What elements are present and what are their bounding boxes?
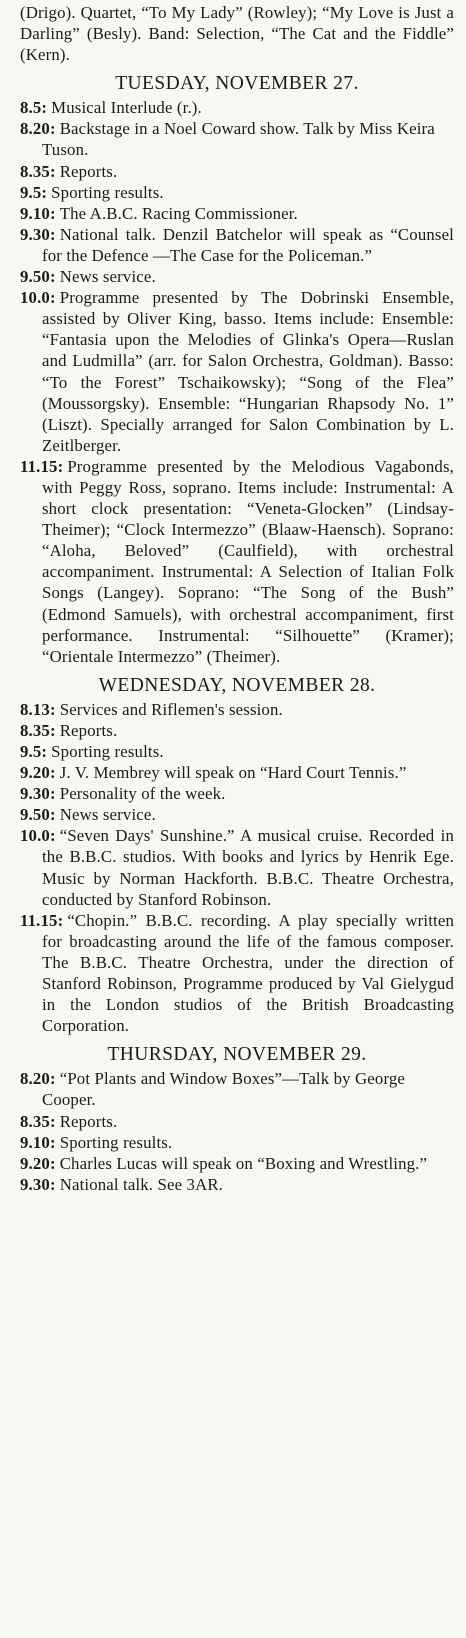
day-section bbox=[20, 1042, 454, 1195]
entry-text: Programme presented by The Dobrinski Ensemble, assisted by Oliver King, basso. Items include: Ensemble: “Fantasia upon the Melodies of Glinka's Opera—Ruslan and Ludmilla” (arr. for Salon Orchestra, Goldman). Basso: “To the Forest” Tschaikowsky); “Song of the Flea” (Moussorgsky). Ensemble: “Hungarian Rhapsody No. 1” (Liszt). Specially arranged for Salon Combination by L. Zeitlberger. bbox=[42, 288, 454, 455]
entry-time: 11.15: bbox=[20, 910, 64, 930]
schedule-entry bbox=[20, 203, 454, 224]
schedule bbox=[20, 71, 454, 1195]
entry-time: 8.35: bbox=[20, 720, 56, 740]
entry-time: 9.50: bbox=[20, 805, 56, 825]
schedule-entry bbox=[20, 741, 454, 762]
entry-text: Charles Lucas will speak on “Boxing and Wrestling.” bbox=[59, 1153, 428, 1173]
schedule-entry bbox=[20, 1068, 454, 1110]
entry-time: 9.20: bbox=[20, 763, 56, 783]
schedule-entry bbox=[20, 456, 454, 667]
entry-text: Reports. bbox=[59, 1111, 118, 1131]
schedule-entry bbox=[20, 1132, 454, 1153]
entry-text: Reports. bbox=[59, 161, 118, 181]
entry-time: 9.30: bbox=[20, 1174, 56, 1194]
schedule-entry bbox=[20, 1153, 454, 1174]
entry-text: Backstage in a Noel Coward show. Talk by Miss Keira Tuson. bbox=[42, 119, 435, 160]
entry-time: 9.10: bbox=[20, 203, 56, 223]
entry-time: 8.13: bbox=[20, 699, 56, 719]
schedule-entry bbox=[20, 182, 454, 203]
entry-time: 8.5: bbox=[20, 98, 48, 118]
entry-time: 10.0: bbox=[20, 826, 56, 846]
schedule-entry bbox=[20, 783, 454, 804]
schedule-entry bbox=[20, 910, 454, 1037]
entry-time: 8.35: bbox=[20, 1111, 56, 1131]
schedule-entry bbox=[20, 266, 454, 287]
schedule-entry bbox=[20, 804, 454, 825]
entry-text: Musical Interlude (r.). bbox=[51, 98, 202, 118]
schedule-entry bbox=[20, 1111, 454, 1132]
entry-text: Sporting results. bbox=[51, 182, 164, 202]
entry-time: 9.30: bbox=[20, 784, 56, 804]
entry-time: 9.5: bbox=[20, 182, 48, 202]
entry-text: “Chopin.” B.B.C. recording. A play specially written for broadcasting around the life of the famous composer. The B.B.C. Theatre Orchestra, under the direction of Stanford Robinson, Programme produced by Val Gielygud in the London studios of the British Broadcasting Corporation. bbox=[42, 910, 454, 1036]
day-heading: TUESDAY, NOVEMBER 27. bbox=[115, 73, 359, 95]
day-heading: THURSDAY, NOVEMBER 29. bbox=[107, 1044, 367, 1066]
day-heading: WEDNESDAY, NOVEMBER 28. bbox=[98, 674, 376, 696]
entry-text: Sporting results. bbox=[51, 742, 164, 761]
entry-time: 9.30: bbox=[20, 224, 56, 244]
entry-text: News service. bbox=[59, 267, 156, 287]
entry-time: 8.35: bbox=[20, 161, 56, 181]
schedule-entry bbox=[20, 97, 454, 118]
entry-text: “Seven Days' Sunshine.” A musical cruise. Recorded in the B.B.C. studios. With books and lyrics by Henrik Ege. Music by Norman Hackforth. B.B.C. Theatre Orchestra, conducted by Stanford Robinson. bbox=[42, 826, 454, 909]
entry-time: 8.20: bbox=[20, 119, 56, 139]
schedule-entry bbox=[20, 287, 454, 456]
entry-text: Reports. bbox=[59, 720, 118, 740]
entry-text: Services and Riflemen's session. bbox=[59, 699, 283, 719]
schedule-entry bbox=[20, 118, 454, 160]
schedule-entry bbox=[20, 161, 454, 182]
entry-time: 8.20: bbox=[20, 1069, 56, 1089]
entry-time: 11.15: bbox=[20, 456, 64, 476]
entry-time: 10.0: bbox=[20, 288, 56, 308]
schedule-entry bbox=[20, 699, 454, 720]
entry-time: 9.20: bbox=[20, 1153, 56, 1173]
schedule-entry bbox=[20, 720, 454, 741]
entry-text: News service. bbox=[59, 805, 156, 825]
schedule-entry bbox=[20, 825, 454, 909]
entry-text: Personality of the week. bbox=[59, 784, 226, 804]
entry-time: 9.5: bbox=[20, 742, 48, 761]
entry-text: “Pot Plants and Window Boxes”—Talk by George Cooper. bbox=[42, 1069, 406, 1110]
entry-text: National talk. See 3AR. bbox=[59, 1174, 224, 1194]
day-section bbox=[20, 673, 454, 1037]
schedule-entry bbox=[20, 762, 454, 783]
entry-text: J. V. Membrey will speak on “Hard Court Tennis.” bbox=[59, 763, 407, 783]
schedule-entry bbox=[20, 224, 454, 266]
intro-paragraph: (Drigo). Quartet, “To My Lady” (Rowley); “My Love is Just a Darling” (Besly). Band: Selection, “The Cat and the Fiddle” (Kern). bbox=[20, 3, 454, 65]
entry-time: 9.50: bbox=[20, 267, 56, 287]
day-section bbox=[20, 71, 454, 667]
schedule-entry bbox=[20, 1174, 454, 1195]
entry-text: National talk. Denzil Batchelor will speak as “Counsel for the Defence —The Case for the Policeman.” bbox=[42, 224, 454, 265]
entry-text: Sporting results. bbox=[59, 1132, 173, 1152]
entry-text: The A.B.C. Racing Commissioner. bbox=[59, 203, 298, 223]
entry-time: 9.10: bbox=[20, 1132, 56, 1152]
entry-text: Programme presented by the Melodious Vagabonds, with Peggy Ross, soprano. Items include: Instrumental: A short clock presentation: “Veneta-Glocken” (Lindsay-Theimer); “Clock Intermezzo” (Blaaw-Haensch). Soprano: “Aloha, Beloved” (Caulfield), with orchestral accompaniment. Instrumental: A Selection of Italian Folk Songs (Langey). Soprano: “The Song of the Bush” (Edmond Samuels), with orchestral accompaniment, first performance. Instrumental: “Silhouette” (Kramer); “Orientale Intermezzo” (Theimer). bbox=[42, 456, 454, 666]
